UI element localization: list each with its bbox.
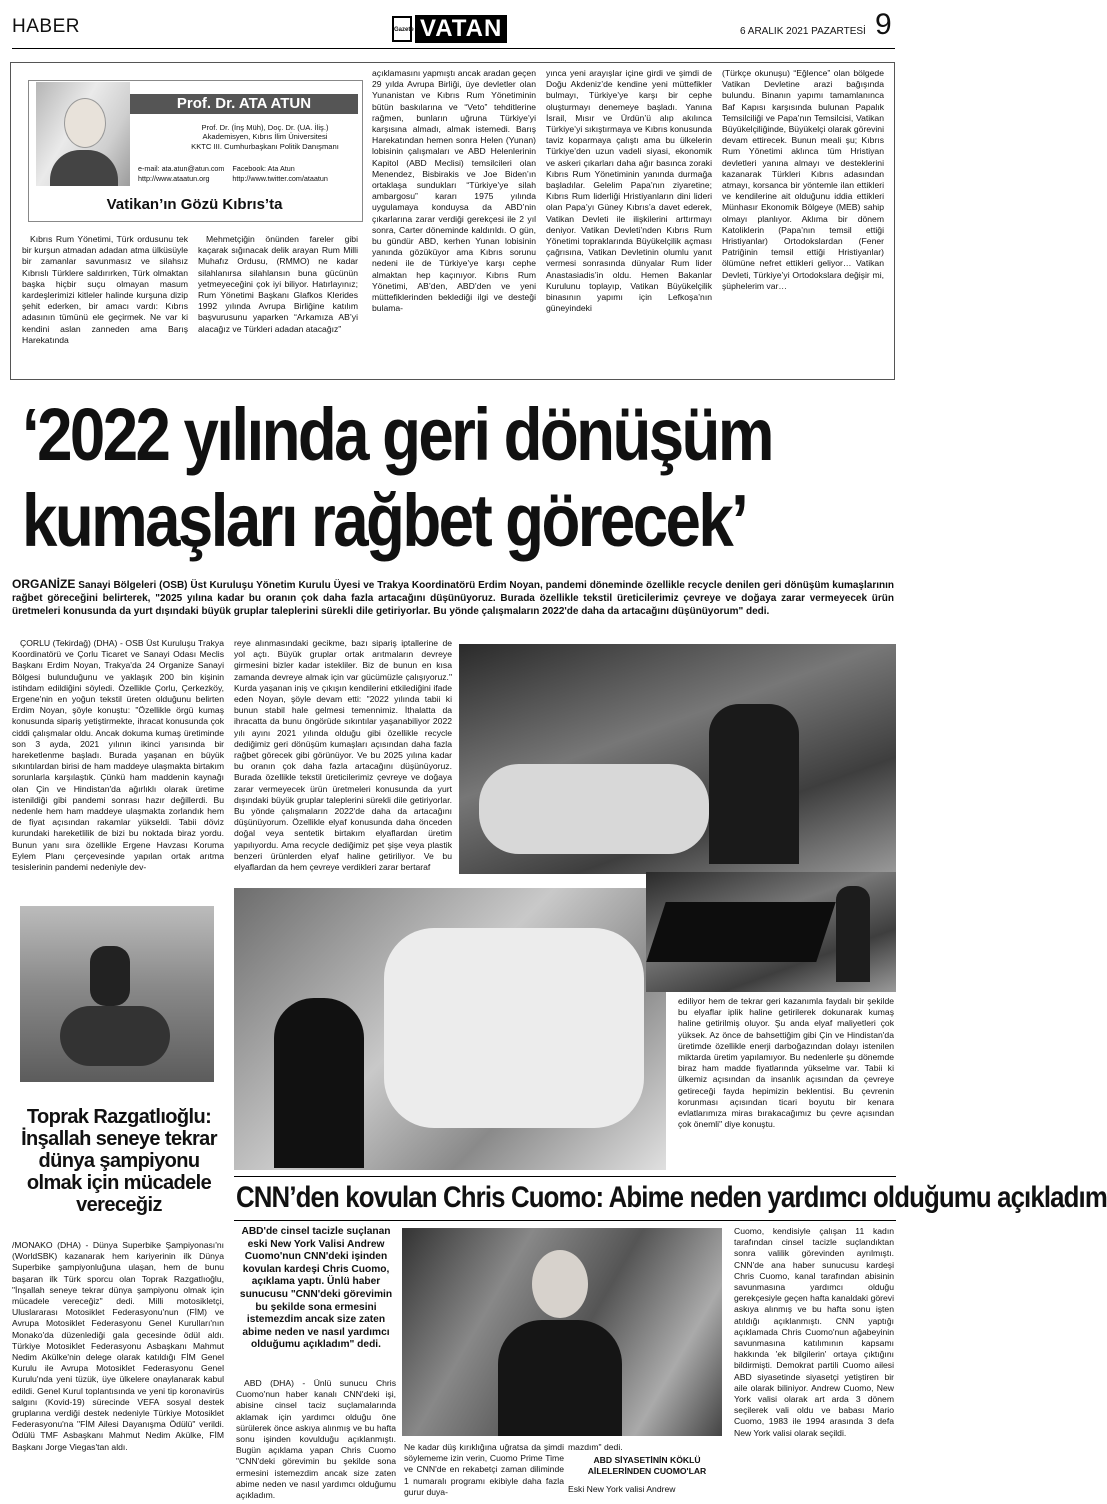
sports-body: /MONAKO (DHA) - Dünya Superbike Şampiyonası'nı (WorldSBK) kazanarak hem kariyerinin ilk Dünya Superbike şampiyonluğuna ulaşan, hem de bunu başaran ilk Türk sporcu olan Toprak Razgatlıoğlu, "İnşallah seneye tekrar dünya şampiyonu olmak için mücadele vereceğiz" dedi. Milli motosikletçi, Uluslararası Motosiklet Federasyonu'nun (FİM) ve Avrupa Motosiklet Federasyonu Genel Kurulları'nın Monako'da düzenlediği gala gecesinde ödül aldı. Türkiye Motosiklet Federasyonu Asbaşkanı Mahmut Nedim Akülke'nin delege olarak katıldığı FİM Genel Kurulu ile Avrupa Motosiklet Federasyonu Genel Kurulu'nda yeni tüzük, üye ülkelere onaylanarak kabul edildi. Genel Kurul toplantısında ve yeni tip koronavirüs salgını (Kovid-19) sürecinde VEFA sosyal destek gruplarına verdiği destek nedeniyle Türkiye Motosiklet Federasyonu'na "FİM Ailesi Dayanışma Ödülü" verildi. Ödülü TMF Asbaşkanı Mahmut Nedim Akülke, FİM Başkanı Jorge Viegas'tan aldı. bbox=[12, 1240, 224, 1452]
brand-name: VATAN bbox=[415, 15, 507, 43]
section-label: HABER bbox=[12, 16, 80, 37]
logo-emblem-icon: Gazete bbox=[392, 16, 412, 42]
author-name: Prof. Dr. ATA ATUN bbox=[130, 94, 358, 114]
cnn-top-rule bbox=[234, 1176, 896, 1177]
sports-headline: Toprak Razgatlıoğlu: İnşallah seneye tekrar dünya şampiyonu olmak için mücadele vereceğiz bbox=[21, 1106, 217, 1216]
cnn-headline: CNN’den kovulan Chris Cuomo: Abime neden yardımcı olduğumu açıkladım bbox=[236, 1181, 1107, 1214]
cnn-body-2: Ne kadar düş kırıklığına uğratsa da şimdi söylememe izin verin, Cuomo Prime Time ve CNN'de en rekabetçi zaman diliminde 1 numaralı programı ekibiyle daha fazla gurur duya- bbox=[404, 1442, 564, 1497]
brand-logo bbox=[392, 14, 518, 44]
author-photo bbox=[36, 82, 130, 186]
issue-date: 6 ARALIK 2021 PAZARTESİ bbox=[740, 26, 866, 37]
cnn-body-1: ABD (DHA) - Ünlü sunucu Chris Cuomo'nun haber kanalı CNN'deki işi, abisine cinsel taciz suçlamalarında aklamak için yardımcı olduğu öne sürülerek önce askıya alınmış ve bu hafta sonu işinden kovulduğu açıklanmıştı. Bugün açıklama yapan Chris Cuomo "CNN'deki görevimin bu şekilde sona ermesini istemezdim ancak size zaten abime neden ve nasıl yardımcı olduğumu açıkladım. bbox=[236, 1378, 396, 1501]
story-col-1: ÇORLU (Tekirdağ) (DHA) - OSB Üst Kuruluşu Trakya Koordinatörü ve Çorlu Ticaret ve Sanayi Odası Meclis Başkanı Erdim Noyan, Trakya'da 24 Organize Sanayi Bölgesi bulunduğunu ve yaklaşık 200 bin kişinin istihdam edildiğini söyledi. Özellikle Çorlu, Çerkezköy, Ergene'nin en yoğun tekstil üreten olduğunu belirten Erdim Noyan, şöyle konuştu: "Özellikle örgü kumaş konusunda sipariş yetiştirmekte, ihracat konusunda çok ciddi çalışmalar oldu. Ancak dokuma kumaş üretiminde son 3 ayda, 2021 yılının ikinci yarısında bir hareketlenme başladı. Burada yaşanan en büyük sıkıntılardan birisi de ham maddeye ulaşmakta birtakım sorunlarla karşılaştık. Çünkü ham maddenin kaynağı olan Çin ve Hindistan'da ağırlıklı olarak üretime istenildiği gibi pandemi sonrası hazır değillerdi. Bu nedenle hem ham maddeye ulaşmakta zorlandık hem de fiyat açısından rakamlar yükseldi. Tabii döviz kurundaki hareketlilik de bizi bu noktada biraz yordu. Bunun yanı sıra özellikle Ergene Havzası Koruma Eylem Planı çerçevesinde yapılan ortak arıtma tesislerinin pandemi nedeniyle dev- bbox=[12, 638, 224, 873]
headline-line-1: ‘2022 yılında geri dönüşüm bbox=[22, 393, 772, 476]
column-text-5: (Türkçe okunuşu) “Eğlence” olan bölgede Vatikan Devletine arazi bağışında bulundu. Binanın yapımı tamamlanınca Baf Kapısı karşısında bulunan Papalık Temsilciliği ve Papa’nın Temsilcisi, Vatikan Büyükelçiliğinde, Büyükelçi olarak görevini devam ettirecek. Bunun meali şu; Kıbrıs Rum Yönetimi aklınca tüm Hristiyan devletleri yanına almayı ve desteklerini kazanarak Türkleri Kıbrıs adasından atmayı, korsanca bir yöntemle ilan ettikleri ve kendilerine ait olduğunu iddia ettikleri Münhasır Ekonomik Bölgeye (MEB) sahip olmayı planlıyor. Aklıma bir dönem Katoliklerin (Papa’nın temsil ettiği Hristiyanlar) Ortodokslardan (Fener Patriğinin temsil ettiği Hristiyanlar) ölümüne nefret ettikleri geliyor… Vatikan Devleti, Türkiye’yi Ortodokslara değişir mi, şüphelerim var… bbox=[722, 68, 884, 291]
page-number: 9 bbox=[875, 8, 892, 41]
factory-photo-1 bbox=[459, 644, 896, 874]
column-title: Vatikan’ın Gözü Kıbrıs’ta bbox=[106, 196, 283, 213]
motorbike-photo bbox=[20, 906, 214, 1082]
header-rule bbox=[12, 48, 895, 49]
story-col-3: ediliyor hem de tekrar geri kazanımla faydalı bir şekilde bu elyaflar iplik haline getirilerek dokunarak kumaş haline getirilmiş oluyor. Şu anda elyaf maliyetleri çok yüksek. Az önce de bahsettiğim gibi Çin ve Hindistan'da üretimde özellikle enerji darboğazından dolayı istenilen miktarda üretim yapılamıyor. Bu nedenlerle şu dönemde biraz ham madde fiyatlarında yükselme var. Tabii ki ülkemiz açısından da insanlık açısından da çevreye getireceği fayda hepimizin beklentisi. Bu çevrenin korunması açısından ticari boyutu bir kenara evlatlarımıza miras bırakacağımız bu çevre açısından çok önemli" diye konuştu. bbox=[678, 996, 894, 1130]
cnn-body-3: mazdım" dedi. bbox=[568, 1442, 623, 1452]
story-col-2: reye alınmasındaki gecikme, bazı sipariş iptallerine de yol açtı. Büyük gruplar ortak arıtmaların devreye girmesini bizler kadar istekliler. Biz de bunun en kısa zamanda devreye almak için var gücümüzle çalışıyoruz." Kurda yaşanan iniş ve çıkışın kendilerini etkilediğini ifade eden Noyan, şöyle devam etti: "2022 yılında tabii ki bunun stabil hale gelmesi temennimiz. İthalatta da ihracatta da bunu öngörüde sıkıntılar yaşanabiliyor 2022 yılı ayını 2021 yılında olduğu gibi özellikle recycle dediğimiz geri dönüşüm kumaşları açısından daha fazla rağbet görecek gibi görünüyor. Ve bu 2025 yılına kadar bu oranın çok daha fazla artacağını düşünüyoruz. Burada özellikle tekstil üreticilerimiz çevreye ve doğaya zarar vermeyecek ürün üretmeleri konusunda da yurt dışındaki büyük gruplar taleplerini sürekli dile getiriyorlar. Bu yönde çalışmaların 2022'de daha da artacağını düşünüyorum. Özellikle elyaf konusunda daha önceden doğal veya sentetik birtakım elyaflardan üretim yapılıyordu. Ama recycle dediğimiz pet şişe veya plastik benzeri ürünlerden elyaf haline getiriliyor. Ve bu elyaflardan da hem çevreye verdikleri zarar bertaraf bbox=[234, 638, 452, 873]
column-text-4: yınca yeni arayışlar içine girdi ve şimdi de Doğu Akdeniz’de kendine yeni müttefikler bulmayı, Türkiye’ye karşı bir cephe oluşturmayı denemeye başladı. Yanına İsrail, Mısır ve Ürdün’ü alıp akılınca Türkiye’yi sıkıştırmaya ve Kıbrıs konusunda taviz koparmaya çalıştı ama bu ülkelerin Türkiye’den uzun vadeli siyasi, ekonomik ve askeri çıkarları daha ağır basınca zoraki Kıbrıs Rum Yönetiminin yanında durmağa başladılar. Gelelim Papa’nın ziyaretine; Kıbrıs Rum liderliği Hristiyanların dini lideri olan Papa’yı Güney Kıbrıs’a davet ederek, Vatikan Devleti ile ilişkilerini arttırmayı deniyor. Vatikan Devleti’nden Kıbrıs Rum Yönetimi topraklarında Büyükelçilik açması çağrısına, Vatikan Devletinin olumlu yanıt vermesi sonrasında dünyalar Rum lider Anastasiadis’in oldu. Hemen Bakanlar Kurulunu toplayıp, Vatikan Büyükelçilik binasının yapımı için Lefkoşa’nın güneyindeki bbox=[546, 68, 712, 314]
cnn-right-col: Cuomo, kendisiyle çalışan 11 kadın tarafından cinsel tacizle suçlandıktan sonra valilik görevinden ayrılmıştı. CNN'de ana haber sunucusu kardeşi Chris Cuomo, kanal tarafından abisinin savunmasına yardımcı olduğu gerekçesiyle geçen hafta kanaldaki görevi askıya alınmış ve bu hafta sonu işten atıldığı açıklanmıştı. CNN yaptığı açıklamada Chris Cuomo'nun ağabeyinin savunmasına katılımının kapsamı hakkında 'ek bilgilerin' ortaya çıktığını bildirmişti. Demokrat partili Cuomo ailesi ABD siyasetinde siyasetçi yetiştiren bir aile olarak biliniyor. Andrew Cuomo, New York valisi olarak art arda 3 dönem seçilerek vali oldu ve babası Mario Cuomo, 1983 ile 1994 arasında 3 defa New York valisi olarak seçildi. bbox=[734, 1226, 894, 1438]
author-contacts: e-mail: ata.atun@atun.com http://www.ataatun.org Facebook: Ata Atun http://www.twitter.com/ataatun bbox=[138, 164, 328, 183]
lead-paragraph: ORGANİZE Sanayi Bölgeleri (OSB) Üst Kuruluşu Yönetim Kurulu Üyesi ve Trakya Koordinatörü Erdim Noyan, pandemi döneminde özellikle recycle denilen geri dönüşüm kumaşlarının rağbet göreceğini belirterek, "2025 yılına kadar bu oranın çok daha fazla artacağını düşünüyoruz. Burada özellikle tekstil üreticilerimiz çevreye ve doğaya zarar vermeyecek ürün üretmeleri konusunda da yurt dışındaki büyük gruplar taleplerini sürekli dile getiriyorlar. Bu yönde çalışmaların 2022'de daha da artacağını düşünüyorum" dedi. bbox=[12, 577, 894, 617]
column-text-3: açıklamasını yapmıştı ancak aradan geçen 29 yılda Avrupa Birliği, üye devletler olan Yunanistan ve Kıbrıs Rum Yönetiminin bütün baskılarına ve “Veto” tehditlerine rağmen, bunların uğruna Türkiye’yi karşısına almadı, almak istemedi. Barış Harekatından hemen sonra Helen (Yunan) lobisinin çalışmaları ve ABD Helenlerinin Kapitol (ABD Meclisi) temsilcileri olan Menendez, Bisbirakis ve Joe Biden’ın ortaklaşa sundukları “Türkiye’ye silah ambargosu” kararı 1975 yılında uygulamaya konduysa da ABD’nin çıkarlarına zarar verdiği gerekçesi ile 2 yıl sonra, Carter döneminde kaldırıldı. O gün, bu gündür ABD, kerhen Yunan lobisinin yanında gözüküyor ama Kıbrıs sorunu nedeni ile de Türkiye’ye karşı cephe almaktan hep kaçınıyor. Kıbrıs Rum Yönetimi, AB’den, ABD’den ve yeni müttefiklerinden beklediği ilgi ve desteği bulama- bbox=[372, 68, 536, 314]
cnn-bottom-rule bbox=[234, 1220, 896, 1221]
cnn-subhead: ABD SİYASETİNİN KÖKLÜ AİLELERİNDEN CUOMO'LAR bbox=[587, 1455, 707, 1476]
cnn-body-4: Eski New York valisi Andrew bbox=[568, 1484, 676, 1494]
column-text-2: Mehmetçiğin önünden fareler gibi kaçarak sığınacak delik arayan Rum Milli Muhafız Ordusu, (RMMO) ne kadar silahlanırsa silahlansın buna gücünün yetmeyeceğini çok iyi biliyor. Hatırlayınız; Rum Yönetimi Başkanı Glafkos Klerides 1992 yılında Avrupa Birliğine katılım başvurusunu yaparken “Arkamıza AB’yi alacağız ve Türkleri adadan atacağız” bbox=[198, 234, 358, 334]
headline-line-2: kumaşları rağbet görecek’ bbox=[22, 479, 747, 562]
chris-cuomo-photo bbox=[402, 1228, 722, 1436]
factory-photo-3 bbox=[646, 872, 896, 992]
lead-kicker: ORGANİZE bbox=[12, 577, 76, 591]
factory-photo-2 bbox=[234, 888, 666, 1170]
column-text-1: Kıbrıs Rum Yönetimi, Türk ordusunu tek bir kurşun atmadan adadan atma ülküsüyle bir zamanlar savunmasız ve silahsız Kıbrıslı Türklere saldırırken, Türk olmaktan başka hiçbir suçu olmayan masum kardeşlerimizi kitleler halinde kurşuna dizip şehit ederken, bir amacı vardı: Kıbrıs adasının tümünü ele geçirmek. Ne var ki kendini aslan zanneden ama Barış Harekatında bbox=[22, 234, 188, 345]
cnn-lead: ABD'de cinsel tacizle suçlanan eski New York Valisi Andrew Cuomo'nun CNN'deki işinden kovulan kardeşi Chris Cuomo, açıklama yaptı. Ünlü haber sunucusu "CNN'deki görevimin bu şekilde sona ermesini istemezdim ancak size zaten abime neden ve nasıl yardımcı olduğumu açıkladım" dedi. bbox=[239, 1226, 393, 1351]
author-credentials: Prof. Dr. (İnş Müh), Doç. Dr. (UA. İliş.) Akademisyen, Kıbrıs İlim Üniversitesi KKTC III. Cumhurbaşkanı Politik Danışmanı bbox=[191, 123, 339, 151]
